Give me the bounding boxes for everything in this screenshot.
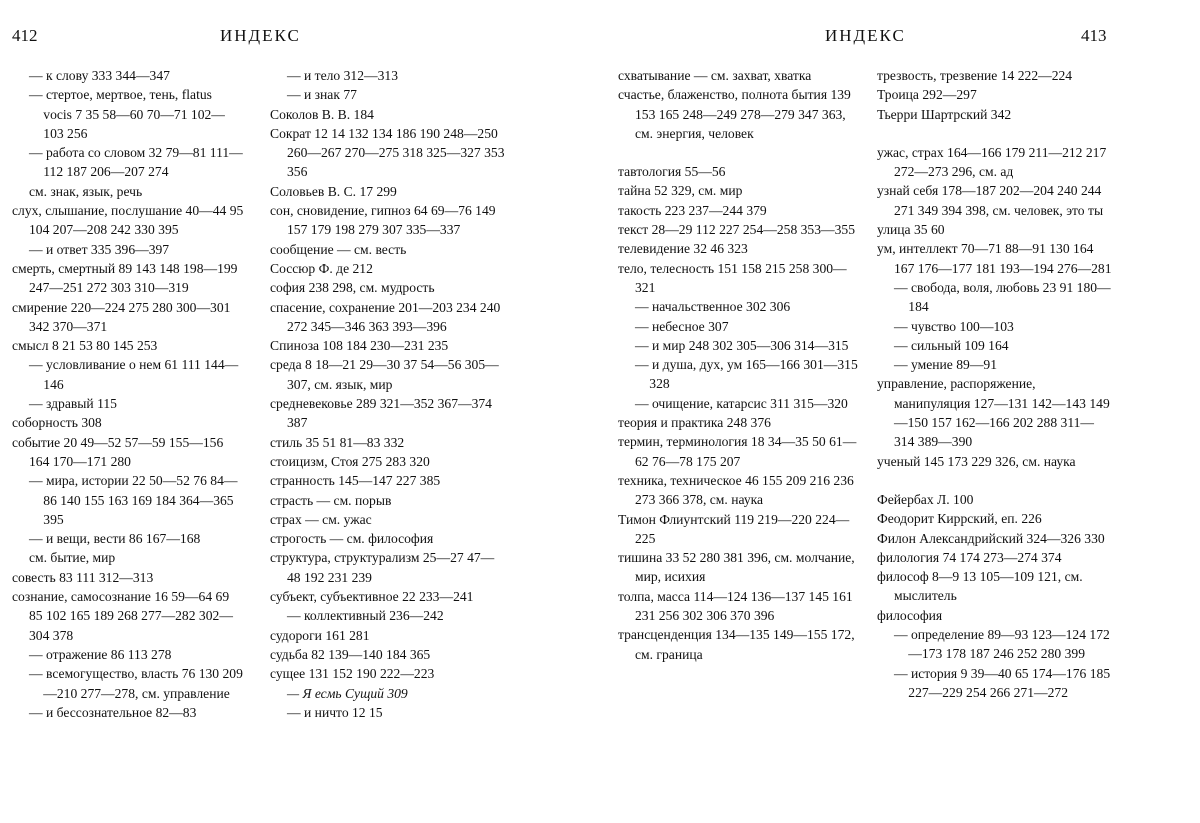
- index-subentry: — история 9 39—40 65 174—176 185 227—229 254 266 271—272: [894, 665, 1111, 700]
- index-subentry: — мира, истории 22 50—52 76 84—86 140 155 163 169 184 364—365 395: [29, 473, 238, 527]
- index-entry: Тьерри Шартрский 342: [877, 106, 1012, 122]
- index-entry: Филон Александрийский 324—326 330: [877, 530, 1105, 546]
- index-entry: толпа, масса 114—124 136—137 145 161 231 256 302 306 370 396: [618, 588, 853, 624]
- index-entry: Соссюр Ф. де 212: [270, 260, 373, 276]
- index-subentry: — небесное 307: [635, 318, 729, 334]
- right-page: [600, 0, 1200, 823]
- index-entry: софия 238 298, см. мудрость: [270, 280, 435, 296]
- left-column-1: [12, 66, 244, 722]
- index-subentry: — и знак 77: [287, 87, 357, 103]
- index-entry: такость 223 237—244 379: [618, 202, 767, 218]
- index-subentry: — и мир 248 302 305—306 314—315: [635, 337, 849, 353]
- running-header-left: ИНДЕКС: [220, 26, 301, 45]
- index-entry: Соловьев В. С. 17 299: [270, 183, 397, 199]
- left-column-2: [270, 66, 506, 722]
- index-entry: страх — см. ужас: [270, 511, 372, 527]
- index-subentry: — к слову 333 344—347: [29, 68, 170, 83]
- index-entry: Тимон Флиунтский 119 219—220 224—225: [618, 511, 850, 546]
- index-entry: среда 8 18—21 29—30 37 54—56 305—307, см. язык, мир: [270, 357, 499, 392]
- section-gap: [877, 471, 1113, 490]
- index-entry: Фейербах Л. 100: [877, 491, 974, 507]
- index-entry: сон, сновидение, гипноз 64 69—76 149 157 179 198 279 307 335—337: [270, 203, 496, 238]
- index-entry: соборность 308: [12, 415, 102, 431]
- index-entry: телевидение 32 46 323: [618, 241, 748, 257]
- index-subentry: — очищение, катарсис 311 315—320: [635, 395, 848, 411]
- index-entry: ужас, страх 164—166 179 211—212 217 272—273 296, см. ад: [877, 144, 1107, 180]
- index-entry: термин, терминология 18 34—35 50 61—62 76—78 175 207: [618, 434, 857, 469]
- index-entry: ученый 145 173 229 326, см. наука: [877, 453, 1076, 469]
- index-entry: судороги 161 281: [270, 627, 370, 643]
- index-subentry: — Я есмь Сущий 309: [287, 685, 408, 701]
- index-subentry: — начальственное 302 306: [635, 299, 791, 315]
- index-subentry: — и ответ 335 396—397: [29, 241, 170, 257]
- index-entry: теория и практика 248 376: [618, 415, 771, 431]
- index-entry: Феодорит Киррский, еп. 226: [877, 511, 1042, 527]
- right-column-1: [618, 66, 860, 664]
- index-entry: Сократ 12 14 132 134 186 190 248—250 260—267 270—275 318 325—327 353 356: [270, 125, 505, 180]
- index-entry: трезвость, трезвение 14 222—224: [877, 68, 1073, 83]
- page-number-left: 412: [12, 26, 38, 45]
- index-entry: строгость — см. философия: [270, 531, 434, 547]
- index-entry: совесть 83 111 312—313: [12, 569, 154, 585]
- index-entry: смирение 220—224 275 280 300—301 342 370—371: [12, 299, 231, 334]
- index-entry: смысл 8 21 53 80 145 253: [12, 338, 158, 354]
- page-number-right: 413: [1081, 26, 1107, 45]
- index-entry: тайна 52 329, см. мир: [618, 183, 743, 199]
- index-subentry: — и душа, дух, ум 165—166 301—315 328: [635, 357, 858, 392]
- index-entry: стиль 35 51 81—83 332: [270, 434, 405, 450]
- index-entry: Троица 292—297: [877, 87, 977, 103]
- index-entry: страсть — см. порыв: [270, 492, 392, 508]
- index-entry: философ 8—9 13 105—109 121, см. мыслитель: [877, 569, 1083, 604]
- index-entry: средневековье 289 321—352 367—374 387: [270, 396, 492, 431]
- index-entry: структура, структурализм 25—27 47—48 192 231 239: [270, 550, 495, 585]
- index-entry: сообщение — см. весть: [270, 241, 407, 257]
- index-subentry: — стертое, мертвое, тень, flatus vocis 7 35 58—60 70—71 102—103 256: [29, 87, 225, 141]
- index-subentry: — и тело 312—313: [287, 68, 398, 83]
- right-column-2: [877, 66, 1113, 702]
- index-subentry: — определение 89—93 123—124 172—173 178 187 246 252 280 399: [894, 627, 1110, 662]
- index-subentry: — и бессознательное 82—83: [29, 704, 197, 720]
- index-subentry: — здравый 115: [29, 396, 117, 412]
- index-subentry: см. бытие, мир: [29, 550, 116, 566]
- index-entry: Соколов В. В. 184: [270, 106, 374, 122]
- index-entry: схватывание — см. захват, хватка: [618, 68, 812, 83]
- index-entry: философия: [877, 607, 943, 623]
- index-subentry: — коллективный 236—242: [287, 608, 444, 624]
- index-subentry: — чувство 100—103: [894, 318, 1014, 334]
- index-entry: ум, интеллект 70—71 88—91 130 164 167 176—177 181 193—194 276—281: [877, 241, 1112, 276]
- index-entry: Спиноза 108 184 230—231 235: [270, 338, 449, 354]
- index-entry: тело, телесность 151 158 215 258 300—321: [618, 260, 847, 295]
- index-subentry: — свобода, воля, любовь 23 91 180—184: [894, 279, 1111, 315]
- index-entry: сознание, самосознание 16 59—64 69 85 102 165 189 268 277—282 302—304 378: [12, 589, 233, 643]
- index-entry: судьба 82 139—140 184 365: [270, 646, 431, 662]
- index-entry: смерть, смертный 89 143 148 198—199 247—251 272 303 310—319: [12, 260, 238, 296]
- index-entry: техника, техническое 46 155 209 216 236 273 366 378, см. наука: [618, 472, 854, 508]
- index-entry: событие 20 49—52 57—59 155—156 164 170—171 280: [12, 434, 224, 469]
- index-entry: странность 145—147 227 385: [270, 473, 441, 489]
- index-entry: трансценденция 134—135 149—155 172, см. граница: [618, 627, 855, 662]
- index-subentry: — всемогущество, власть 76 130 209—210 277—278, см. управление: [29, 666, 243, 701]
- index-entry: филология 74 174 273—274 374: [877, 549, 1062, 565]
- index-entry: сущее 131 152 190 222—223: [270, 666, 435, 682]
- index-entry: узнай себя 178—187 202—204 240 244 271 349 394 398, см. человек, это ты: [877, 183, 1104, 218]
- index-entry: стоицизм, Стоя 275 283 320: [270, 453, 430, 469]
- index-entry: субъект, субъективное 22 233—241: [270, 589, 474, 605]
- section-gap: [877, 124, 1113, 143]
- index-subentry: — условливание о нем 61 111 144—146: [29, 357, 239, 392]
- index-entry: улица 35 60: [877, 222, 945, 238]
- index-entry: слух, слышание, послушание 40—44 95 104 207—208 242 330 395: [12, 203, 244, 238]
- index-entry: спасение, сохранение 201—203 234 240 272 345—346 363 393—396: [270, 299, 501, 334]
- index-entry: управление, распоряжение, манипуляция 127—131 142—143 149—150 157 162—166 202 288 311—314 389—390: [877, 376, 1110, 450]
- running-header-right: ИНДЕКС: [825, 26, 906, 45]
- index-entry: текст 28—29 112 227 254—258 353—355: [618, 222, 856, 238]
- section-gap: [618, 143, 860, 162]
- index-subentry: см. знак, язык, речь: [29, 183, 143, 199]
- index-entry: счастье, блаженство, полнота бытия 139 153 165 248—249 278—279 347 363, см. энергия, человек: [618, 87, 851, 141]
- index-entry: тишина 33 52 280 381 396, см. молчание, мир, исихия: [618, 550, 855, 585]
- index-subentry: — отражение 86 113 278: [29, 646, 172, 662]
- index-subentry: — умение 89—91: [894, 357, 998, 373]
- index-subentry: — и ничто 12 15: [287, 704, 383, 720]
- index-subentry: — сильный 109 164: [894, 337, 1009, 353]
- index-subentry: — работа со словом 32 79—81 111—112 187 206—207 274: [29, 145, 243, 180]
- index-subentry: — и вещи, вести 86 167—168: [29, 531, 201, 547]
- index-entry: тавтология 55—56: [618, 164, 726, 180]
